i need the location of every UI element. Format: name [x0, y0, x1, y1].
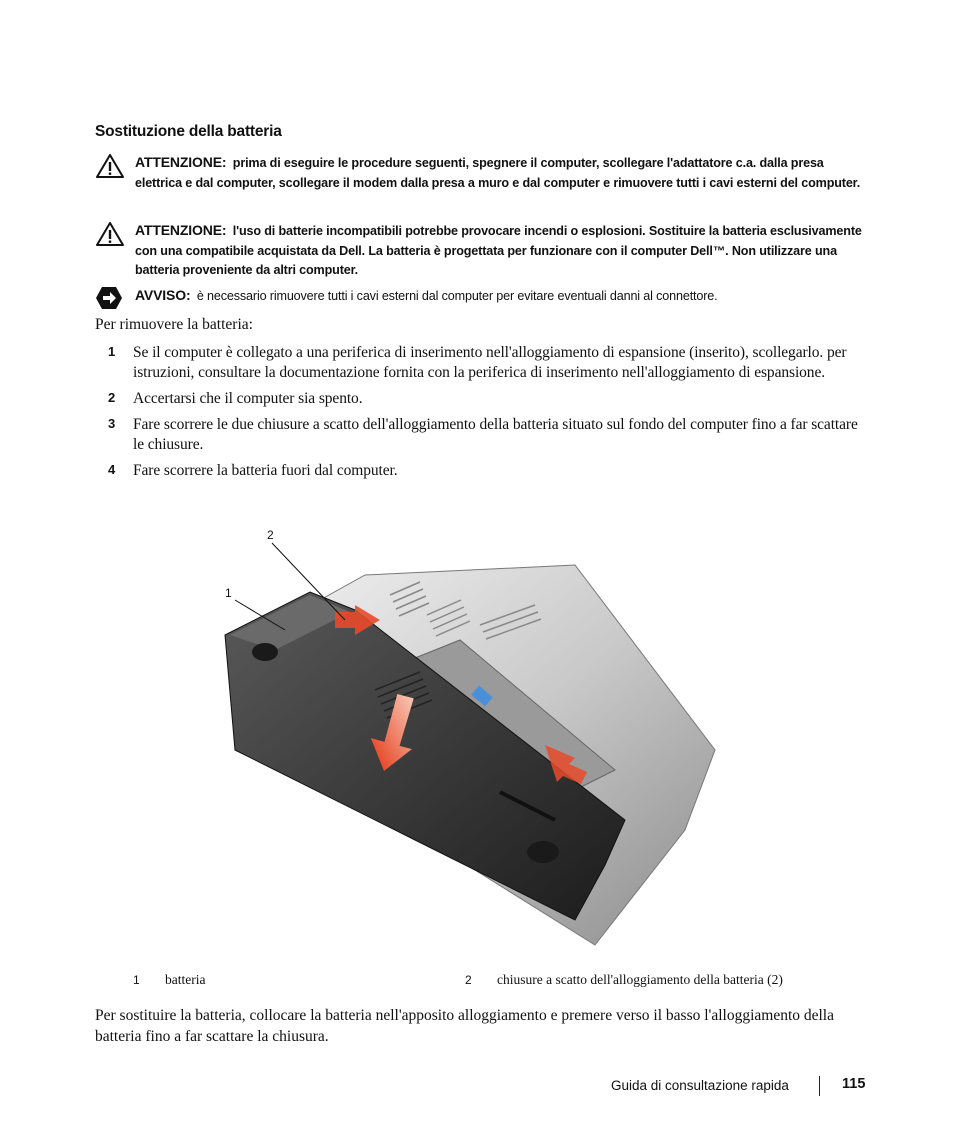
- caption-number: 1: [133, 973, 140, 987]
- intro-text: Per rimuovere la batteria:: [95, 316, 253, 333]
- note-label: ATTENZIONE:: [135, 154, 227, 170]
- step-number: 3: [108, 416, 116, 431]
- callout-1: 1: [225, 586, 232, 600]
- page-number: 115: [842, 1076, 866, 1092]
- callout-2: 2: [267, 528, 274, 542]
- footer-title: Guida di consultazione rapida: [611, 1078, 789, 1093]
- notice-note: [95, 286, 865, 307]
- procedure-steps: [95, 343, 865, 487]
- list-item: [95, 343, 865, 383]
- step-text: Se il computer è collegato a una periferica di inserimento nell'alloggiamento di espansione (inserito), scollegarlo. per istruzioni, consultare la documentazione fornita con la periferica di inserimento nell'alloggiamento di espansione.: [133, 344, 847, 381]
- step-number: 4: [108, 462, 116, 477]
- step-text: Accertarsi che il computer sia spento.: [133, 390, 363, 407]
- caption-number: 2: [465, 973, 472, 987]
- section-title: Sostituzione della batteria: [95, 123, 282, 140]
- note-label: AVVISO:: [135, 287, 191, 303]
- battery-illustration: [215, 520, 725, 960]
- warning-triangle-icon: [95, 153, 125, 179]
- step-text: Fare scorrere la batteria fuori dal computer.: [133, 462, 398, 479]
- caption-text: chiusure a scatto dell'alloggiamento della batteria (2): [497, 972, 783, 987]
- step-number: 2: [108, 390, 116, 405]
- notice-arrow-icon: [95, 286, 123, 310]
- note-text: l'uso di batterie incompatibili potrebbe provocare incendi o esplosioni. Sostituire la batteria esclusivamente con una compatibile acquistata da Dell. La batteria è progettata per funzionare con il computer Dell™. Non utilizzare una batteria proveniente da altri computer.: [135, 224, 862, 277]
- list-item: [95, 461, 865, 481]
- note-text: prima di eseguire le procedure seguenti, spegnere il computer, scollegare l'adattatore c.a. dalla presa elettrica e dal computer, scollegare il modem dalla presa a muro e dal computer e rimuovere tutti i cavi esterni del computer.: [135, 156, 861, 190]
- list-item: [95, 415, 865, 455]
- warning-triangle-icon: [95, 221, 125, 247]
- caption-1: [133, 972, 205, 988]
- note-label: ATTENZIONE:: [135, 222, 227, 238]
- caption-text: batteria: [165, 972, 206, 987]
- closing-paragraph: Per sostituire la batteria, collocare la batteria nell'apposito alloggiamento e premere verso il basso l'alloggiamento della batteria fino a far scattare la chiusura.: [95, 1007, 834, 1045]
- warning-note: [95, 221, 865, 281]
- footer-divider: [819, 1076, 820, 1096]
- step-number: 1: [108, 344, 116, 359]
- note-text: è necessario rimuovere tutti i cavi esterni dal computer per evitare eventuali danni al connettore.: [196, 289, 718, 303]
- step-text: Fare scorrere le due chiusure a scatto dell'alloggiamento della batteria situato sul fondo del computer fino a far scattare le chiusure.: [133, 416, 858, 453]
- battery-removal-illustration: [215, 520, 725, 960]
- list-item: [95, 389, 865, 409]
- caption-2: [465, 972, 783, 988]
- warning-note: [95, 153, 865, 193]
